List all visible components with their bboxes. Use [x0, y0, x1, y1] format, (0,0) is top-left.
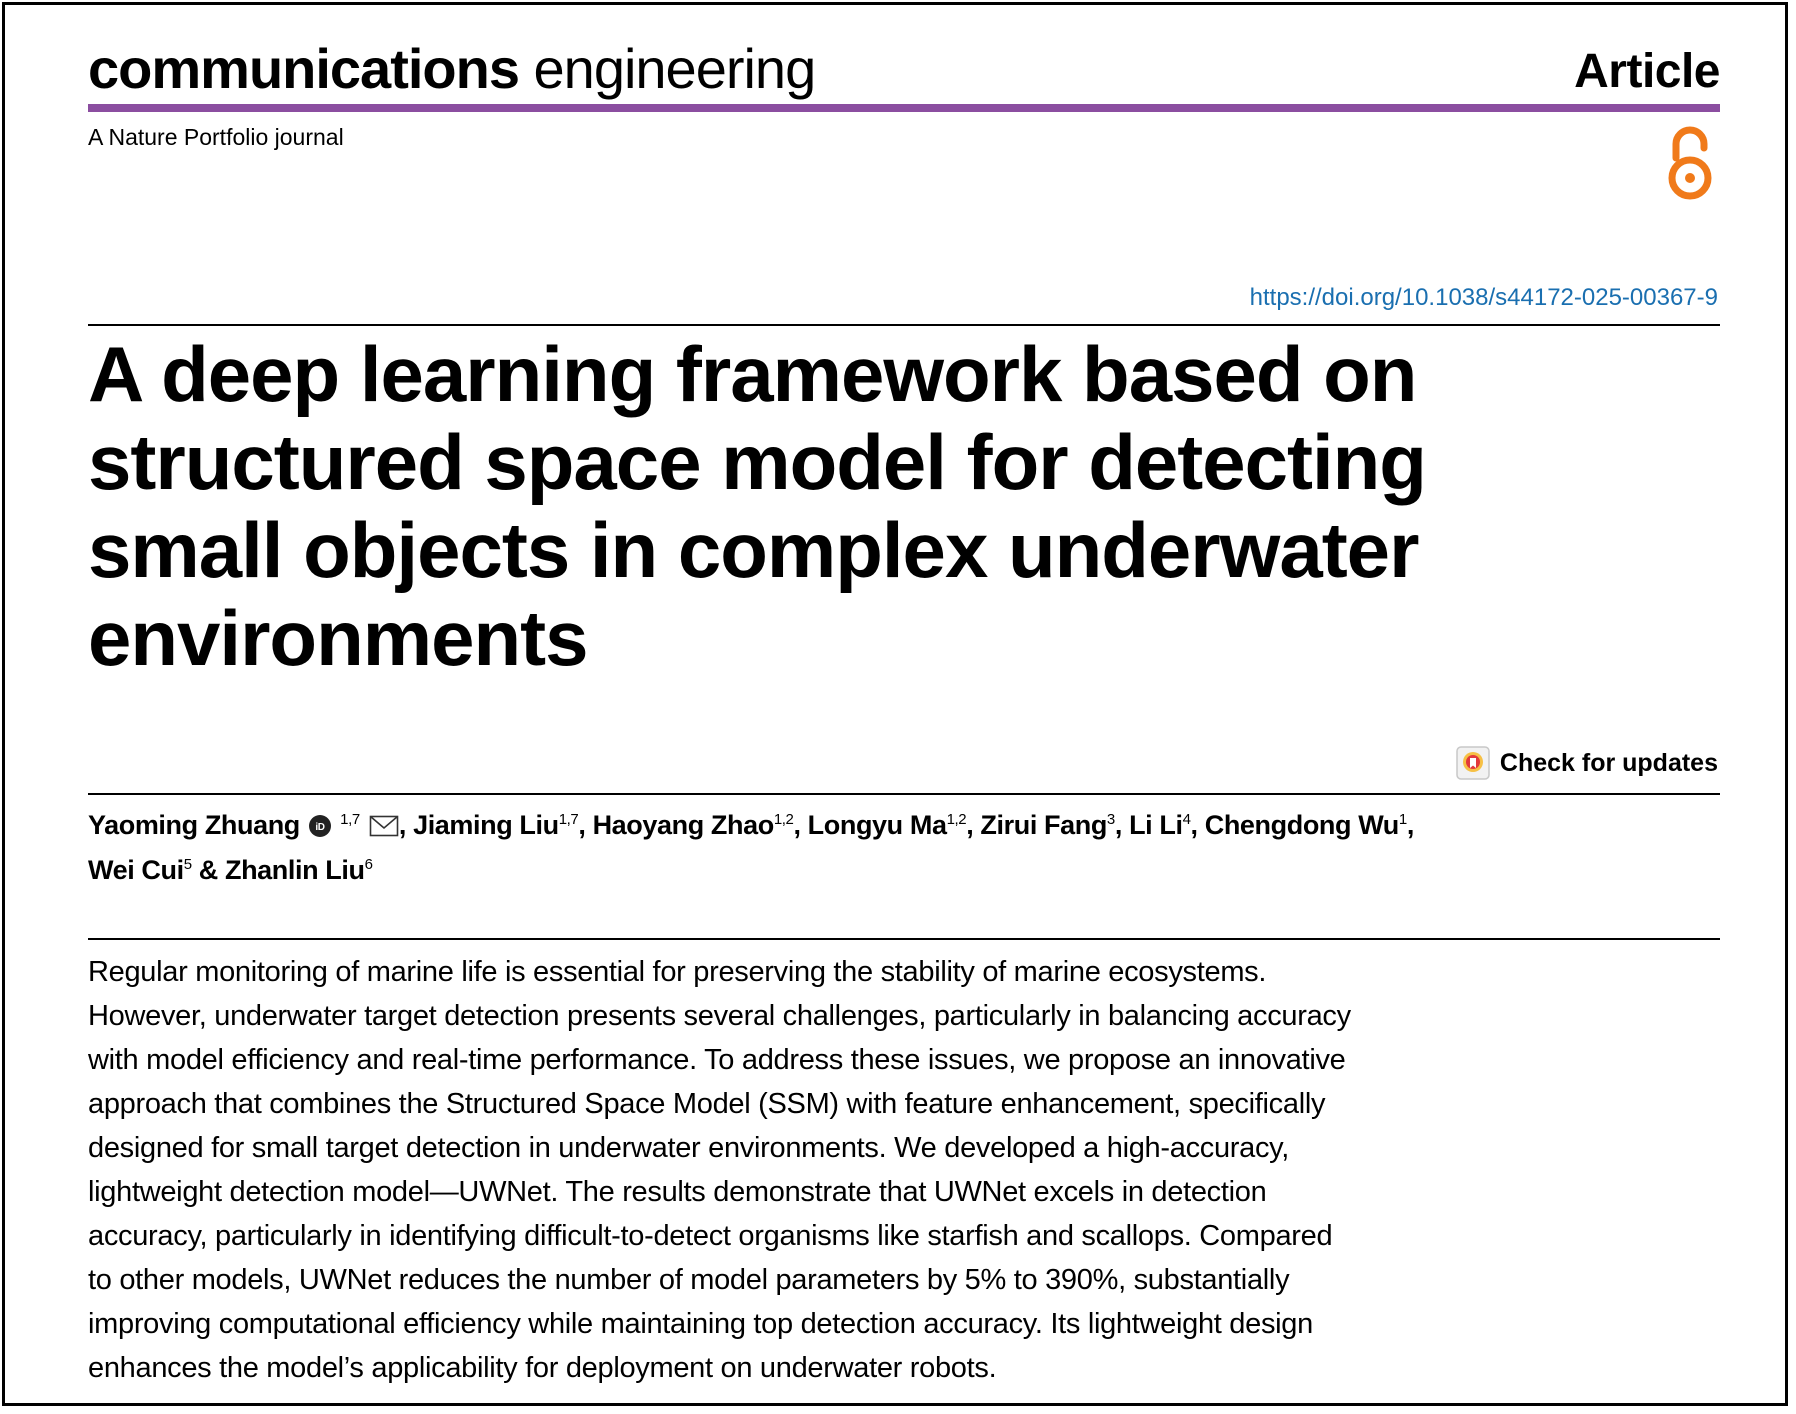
title-line: A deep learning framework based on	[88, 330, 1417, 418]
title-top-rule	[88, 324, 1720, 326]
author-affiliation: 1,7	[340, 811, 360, 828]
author-affiliation: 6	[364, 856, 373, 873]
journal-name-bold: communications	[88, 37, 519, 100]
author-affiliation: 1,2	[946, 811, 967, 828]
check-for-updates-button[interactable]	[1456, 746, 1718, 780]
article-type-label: Article	[1574, 45, 1720, 98]
abstract-line: accuracy, particularly in identifying difficult-to-detect organisms like starfish and scallops. Compared	[88, 1220, 1333, 1252]
abstract-line: approach that combines the Structured Space Model (SSM) with feature enhancement, specifically	[88, 1088, 1326, 1120]
title-line: environments	[88, 594, 588, 682]
header-accent-rule	[88, 104, 1720, 112]
email-icon[interactable]	[369, 815, 399, 837]
crossmark-icon	[1456, 746, 1490, 780]
abstract-line: designed for small target detection in underwater environments. We developed a high-accuracy,	[88, 1132, 1289, 1164]
author-name[interactable]: Jiaming Liu	[413, 810, 559, 840]
abstract-line: with model efficiency and real-time performance. To address these issues, we propose an innovative	[88, 1044, 1346, 1076]
author-name[interactable]: Chengdong Wu	[1204, 810, 1399, 840]
author-name[interactable]: Longyu Ma	[807, 810, 947, 840]
author-affiliation: 1,2	[773, 811, 794, 828]
article-title	[88, 330, 1668, 682]
authors-top-rule	[88, 793, 1720, 795]
title-line: structured space model for detecting	[88, 418, 1426, 506]
doi-link[interactable]: https://doi.org/10.1038/s44172-025-00367-9	[1249, 284, 1718, 311]
author-name[interactable]: Li Li	[1129, 810, 1183, 840]
author-list: Yaoming Zhuang iD $^{1,7}$ , Jiaming Liu$^{1,7}$, Haoyang Zhao$^{1,2}$, Longyu Ma$^{1,2}$, Zirui Fang$^3$, Li Li$^4$, Chengdong Wu$^1$, Wei Cui$^5$ & Zhanlin Liu$^6$	[88, 810, 1414, 885]
journal-name-light: engineering	[533, 37, 816, 100]
author-name[interactable]: Haoyang Zhao	[592, 810, 774, 840]
abstract-line: However, underwater target detection presents several challenges, particularly in balancing accuracy	[88, 1000, 1351, 1032]
check-for-updates-label: Check for updates	[1499, 748, 1718, 777]
abstract-top-rule	[88, 938, 1720, 940]
author-affiliation: 4	[1182, 811, 1191, 828]
author-affiliation: 5	[183, 856, 192, 873]
open-access-icon[interactable]	[1666, 124, 1714, 204]
abstract	[88, 950, 1488, 1390]
abstract-line: to other models, UWNet reduces the number of model parameters by 5% to 390%, substantially	[88, 1264, 1290, 1296]
author-name[interactable]: Yaoming Zhuang	[88, 810, 300, 840]
journal-header	[88, 36, 1720, 112]
author-affiliation: 1,7	[558, 811, 579, 828]
abstract-line: enhances the model’s applicability for deployment on underwater robots.	[88, 1352, 997, 1384]
title-line: small objects in complex underwater	[88, 506, 1419, 594]
abstract-line: lightweight detection model—UWNet. The results demonstrate that UWNet excels in detection	[88, 1176, 1267, 1208]
author-name[interactable]: Zhanlin Liu	[224, 855, 365, 885]
author-affiliation: 3	[1106, 811, 1115, 828]
journal-name[interactable]	[88, 36, 815, 101]
author-affiliation: 1	[1398, 811, 1407, 828]
author-name[interactable]: Zirui Fang	[980, 810, 1107, 840]
abstract-line: improving computational efficiency while maintaining top detection accuracy. Its lightweight design	[88, 1308, 1313, 1340]
portfolio-tagline: A Nature Portfolio journal	[88, 124, 344, 150]
orcid-icon[interactable]	[309, 815, 331, 837]
author-name[interactable]: Wei Cui	[88, 855, 184, 885]
svg-text:iD: iD	[315, 822, 325, 833]
abstract-line: Regular monitoring of marine life is essential for preserving the stability of marine ecosystems.	[88, 956, 1267, 988]
